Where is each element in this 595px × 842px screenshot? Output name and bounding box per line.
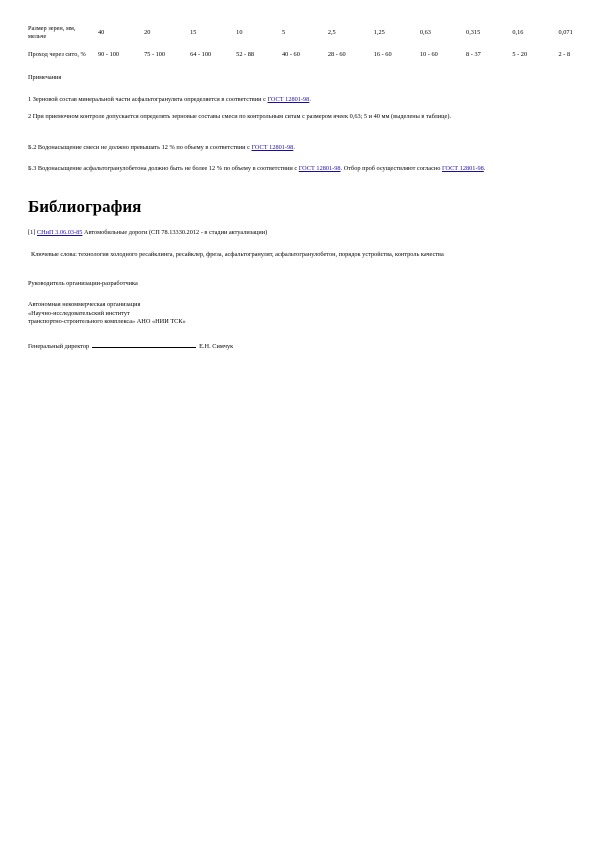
signature-line bbox=[28, 341, 573, 352]
bibliography-item-number: [1] bbox=[28, 229, 37, 236]
gost-link[interactable]: ГОСТ 12801-98 bbox=[298, 165, 341, 172]
table-cell: 15 bbox=[190, 29, 197, 36]
notes-heading: Примечания bbox=[28, 74, 62, 81]
signer-position: Генеральный директор bbox=[28, 343, 90, 350]
table-row bbox=[28, 22, 595, 44]
table-cell: 20 bbox=[144, 29, 151, 36]
table-cell: 5 - 20 bbox=[512, 51, 528, 58]
note-b3 bbox=[28, 165, 573, 174]
table-cell: 5 bbox=[282, 29, 286, 36]
table-cell: 40 - 60 bbox=[282, 51, 300, 58]
table-cell: 40 bbox=[98, 29, 105, 36]
table-cell: 28 - 60 bbox=[327, 51, 346, 58]
table-cell: 0,071 bbox=[558, 29, 573, 36]
org-line: транспортно-строительного комплекса» АНО «НИИ ТСК» bbox=[28, 318, 186, 325]
note-b3-mid: . Отбор проб осуществляют согласно bbox=[340, 165, 442, 172]
developer-org bbox=[28, 301, 573, 327]
gost-link[interactable]: ГОСТ 12801-98 bbox=[267, 96, 310, 103]
table-cell: 10 - 60 bbox=[419, 51, 438, 58]
table-cell: 2 - 8 bbox=[558, 51, 571, 58]
table-cell: 0,315 bbox=[466, 29, 481, 36]
table-row-label: Проход через сито, % bbox=[28, 51, 86, 58]
table-cell: 90 - 100 bbox=[98, 51, 120, 58]
gost-link[interactable]: ГОСТ 12801-98 bbox=[251, 144, 294, 151]
note-1-text: 1 Зерновой состав минеральной части асфальтогранулята определяется в соответствии с bbox=[28, 96, 268, 103]
table-cell: 52 - 88 bbox=[236, 51, 255, 58]
table-cell: 1,25 bbox=[373, 29, 385, 36]
developer-heading: Руководитель организации-разработчика bbox=[28, 280, 138, 287]
table-row bbox=[28, 44, 595, 66]
org-line: «Научно-исследовательский институт bbox=[28, 309, 130, 317]
table-cell: 0,16 bbox=[512, 29, 524, 36]
bibliography-title: Библиография bbox=[28, 197, 142, 216]
table-cell: 0,63 bbox=[419, 29, 431, 36]
signature-blank bbox=[92, 341, 196, 348]
table-row-label: Размер зерен, мм, мельче bbox=[28, 25, 76, 40]
note-b3-text: Б.3 Водонасыщение асфальтогранулобетона должно быть не более 12 % по объему в соответствии с bbox=[28, 165, 299, 172]
table-cell: 8 - 37 bbox=[466, 51, 481, 58]
note-2: 2 При приемочном контроле допускается определять зерновые составы смеси по контрольным ситам с размером ячеек 0,63; 5 и 40 мм (выделены в таблице). bbox=[28, 113, 451, 120]
grain-size-table bbox=[28, 22, 595, 66]
note-1-end: . bbox=[309, 96, 311, 103]
org-line: Автономная некоммерческая организация bbox=[28, 301, 141, 308]
snip-link[interactable]: СНиП 3.06.03-85 bbox=[36, 229, 83, 236]
table-cell: 10 bbox=[236, 29, 243, 36]
signer-name: Е.Н. Симчук bbox=[199, 343, 234, 350]
gost-link[interactable]: ГОСТ 12801-98 bbox=[441, 165, 484, 172]
note-1 bbox=[28, 96, 573, 105]
bibliography-item bbox=[28, 229, 573, 238]
table-cell: 2,5 bbox=[327, 29, 336, 36]
keywords: Ключевые слова: технология холодного ресайклинга, ресайклер, фреза, асфальтогранулят, асфальтогранулобетон, порядок устройства, контроль качества bbox=[31, 251, 444, 258]
note-b2-text: Б.2 Водонасыщение смеси не должно превышать 12 % по объему в соответствии с bbox=[28, 144, 252, 151]
table-cell: 64 - 100 bbox=[190, 51, 212, 58]
table-cell: 75 - 100 bbox=[144, 51, 166, 58]
note-b2-end: . bbox=[293, 144, 295, 151]
note-b2 bbox=[28, 144, 573, 153]
table-cell: 16 - 60 bbox=[373, 51, 392, 58]
note-b3-end: . bbox=[483, 165, 486, 172]
bibliography-item-text: Автомобильные дороги (СП 78.13330.2012 - в стадии актуализации) bbox=[82, 229, 268, 236]
